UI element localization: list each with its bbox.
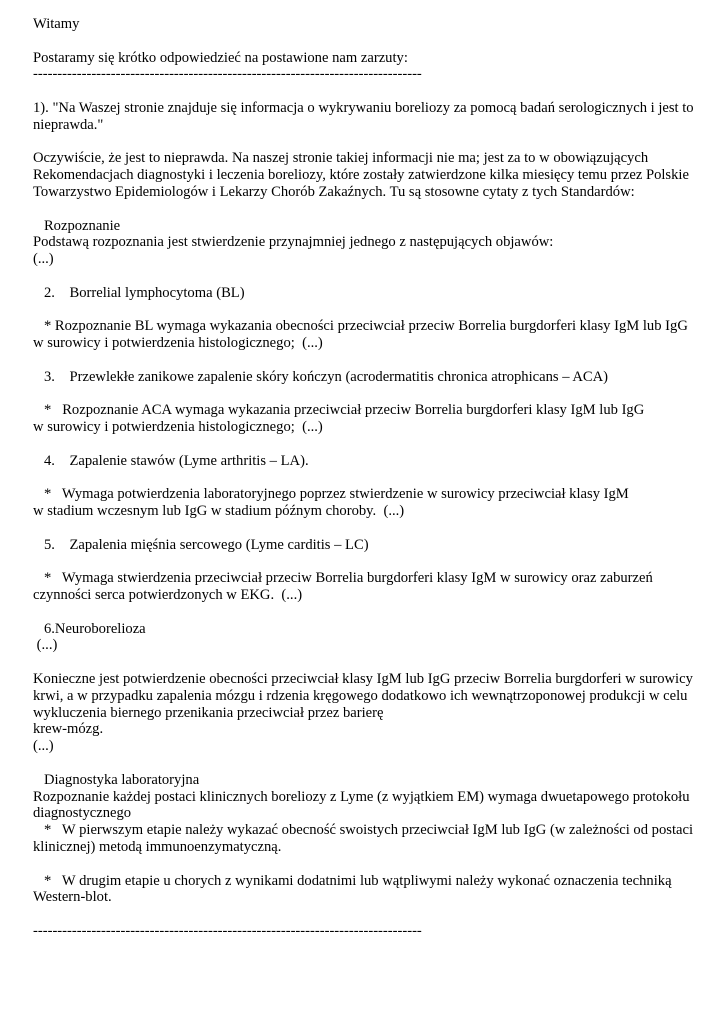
item-6-title: 6.Neuroborelioza <box>33 620 146 637</box>
spacer <box>33 83 703 100</box>
spacer <box>33 554 703 571</box>
neuroborreliosis-text-end: krew-mózg. <box>33 721 104 738</box>
ellipsis: (...) <box>33 251 54 268</box>
claim-quote: 1). "Na Waszej stronie znajduje się informacja o wykrywaniu boreliozy za pomocą badań serologicznych i jest to nieprawda." <box>33 99 698 133</box>
item-3-title: 3. Przewlekłe zanikowe zapalenie skóry kończyn (acrodermatitis chronica atrophicans – ACA) <box>33 368 609 385</box>
spacer <box>33 856 703 873</box>
spacer <box>33 755 703 772</box>
spacer <box>33 134 703 151</box>
spacer <box>33 201 703 218</box>
item-5-note: * Wymaga stwierdzenia przeciwciał przeciw Borrelia burgdorferi klasy IgM w surowicy oraz zaburzeń <box>33 570 653 587</box>
item-5-title: 5. Zapalenia mięśnia sercowego (Lyme carditis – LC) <box>33 536 369 553</box>
document-body <box>33 16 703 940</box>
spacer <box>33 352 703 369</box>
lab-step-1: * W pierwszym etapie należy wykazać obecność swoistych przeciwciał IgM lub IgG (w zależności od postaci klinicznej) metodą immunoenzymatyczną. <box>33 822 697 856</box>
ellipsis: (...) <box>33 738 54 755</box>
answer-paragraph: Oczywiście, że jest to nieprawda. Na naszej stronie takiej informacji nie ma; jest za to w obowiązujących Rekomendacjach diagnostyki i leczenia boreliozy, które zostały zatwierdzone kilka miesięcy temu przez Polskie Towarzystwo Epidemiologów i Lekarzy Chorób Zakaźnych. Tu są stosowne cytaty z tych Standardów: <box>33 150 693 200</box>
diagnosis-heading: Rozpoznanie <box>33 217 121 234</box>
spacer <box>33 33 703 50</box>
item-5-note-cont: czynności serca potwierdzonych w EKG. (...) <box>33 587 303 604</box>
lab-text: Rozpoznanie każdej postaci klinicznych boreliozy z Lyme (z wyjątkiem EM) wymaga dwuetapowego protokołu diagnostycznego <box>33 788 694 822</box>
neuroborreliosis-text: Konieczne jest potwierdzenie obecności przeciwciał klasy IgM lub IgG przeciw Borrelia burgdorferi w surowicy krwi, a w przypadku zapalenia mózgu i rdzenia kręgowego dodatkowo ich wewnątrzoponowej produkcji w celu wykluczenia biernego przenikania przeciwciał przez barierę <box>33 671 697 721</box>
lab-step-2: * W drugim etapie u chorych z wynikami dodatnimi lub wątpliwymi należy wykonać oznaczenia techniką Western-blot. <box>33 872 675 906</box>
spacer <box>33 302 703 319</box>
spacer <box>33 906 703 923</box>
spacer <box>33 520 703 537</box>
item-3-note: * Rozpoznanie ACA wymaga wykazania przeciwciał przeciw Borrelia burgdorferi klasy IgM lub IgG <box>33 402 645 419</box>
item-2-note-cont: w surowicy i potwierdzenia histologicznego; (...) <box>33 335 323 352</box>
greeting: Witamy <box>33 16 80 32</box>
diagnosis-basis: Podstawą rozpoznania jest stwierdzenie przynajmniej jednego z następujących objawów: <box>33 234 554 251</box>
separator-bottom: -------------------------------------------------------------------------------- <box>33 923 422 940</box>
spacer <box>33 386 703 403</box>
item-4-note-cont: w stadium wczesnym lub IgG w stadium późnym choroby. (...) <box>33 503 405 520</box>
spacer <box>33 604 703 621</box>
item-2-title: 2. Borrelial lymphocytoma (BL) <box>33 284 245 301</box>
item-3-note-cont: w surowicy i potwierdzenia histologicznego; (...) <box>33 419 323 436</box>
item-4-note: * Wymaga potwierdzenia laboratoryjnego poprzez stwierdzenie w surowicy przeciwciał klasy IgM <box>33 486 629 503</box>
item-4-title: 4. Zapalenie stawów (Lyme arthritis – LA). <box>33 452 309 469</box>
lab-heading: Diagnostyka laboratoryjna <box>33 771 200 788</box>
separator-top: -------------------------------------------------------------------------------- <box>33 66 422 83</box>
spacer <box>33 654 703 671</box>
item-2-note: * Rozpoznanie BL wymaga wykazania obecności przeciwciał przeciw Borrelia burgdorferi klasy IgM lub IgG <box>33 318 688 335</box>
spacer <box>33 470 703 487</box>
spacer <box>33 436 703 453</box>
spacer <box>33 268 703 285</box>
intro-text: Postaramy się krótko odpowiedzieć na postawione nam zarzuty: <box>33 49 408 66</box>
ellipsis: (...) <box>33 637 58 654</box>
